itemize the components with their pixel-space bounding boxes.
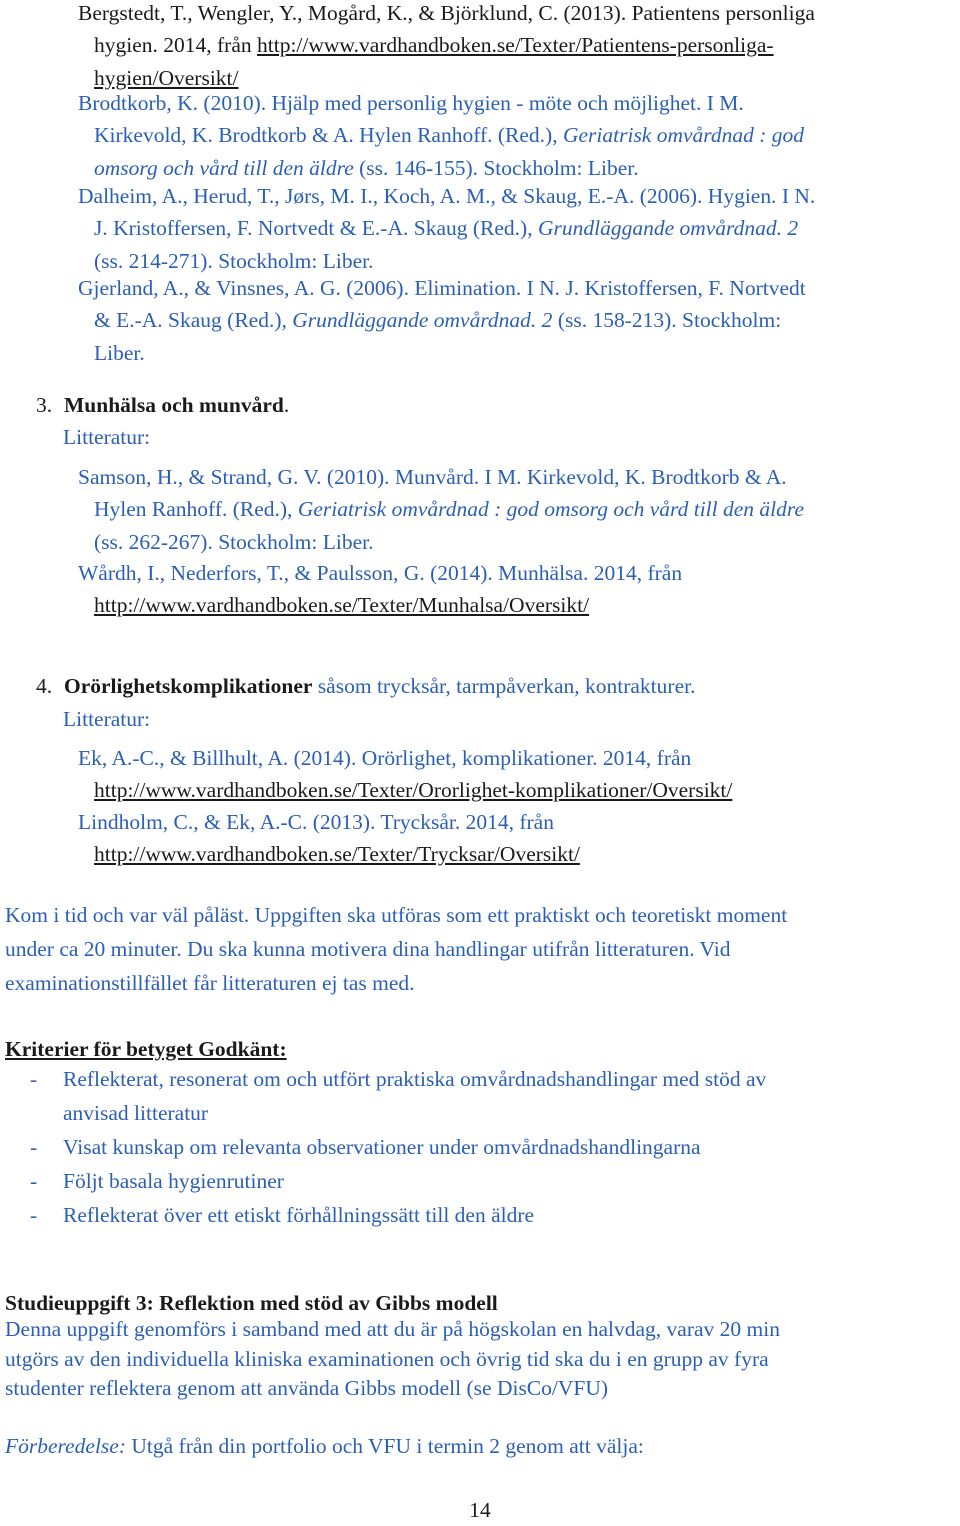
reference-brodtkorb bbox=[78, 87, 958, 184]
page-number: 14 bbox=[469, 1498, 491, 1522]
reference-line bbox=[78, 304, 958, 336]
reference-text: J. Kristoffersen, F. Nortvedt & E.-A. Skaug (Red.), bbox=[94, 216, 538, 241]
reference-line: Samson, H., & Strand, G. V. (2010). Munvård. I M. Kirkevold, K. Brodtkorb & A. bbox=[78, 465, 787, 489]
instructions-line: Kom i tid och var väl påläst. Uppgiften ska utföras som ett praktiskt och teoretiskt moment bbox=[5, 903, 788, 927]
section-4-heading bbox=[36, 670, 936, 702]
reference-line bbox=[78, 838, 958, 870]
criteria-item: - Följt basala hygienrutiner bbox=[30, 1164, 930, 1198]
preparation-text: Utgå från din portfolio och VFU i termin 2 genom att välja: bbox=[126, 1434, 644, 1458]
reference-line: Wårdh, I., Nederfors, T., & Paulsson, G. (2014). Munhälsa. 2014, från bbox=[78, 561, 683, 585]
description-line: studenter reflektera genom att använda Gibbs modell (se DisCo/VFU) bbox=[5, 1376, 609, 1400]
reference-text: (ss. 158-213). Stockholm: bbox=[552, 308, 782, 333]
reference-line: Gjerland, A., & Vinsnes, A. G. (2006). Elimination. I N. J. Kristoffersen, F. Nortvedt bbox=[78, 276, 806, 300]
vardhandboken-link[interactable]: http://www.vardhandboken.se/Texter/Patientens-personliga- bbox=[257, 33, 774, 58]
reference-line bbox=[78, 774, 958, 806]
instructions-paragraph bbox=[5, 898, 950, 1000]
literature-label: Litteratur: bbox=[63, 707, 151, 731]
description-line: utgörs av den individuella kliniska examinationen och övrig tid ska du i en grupp av fyra bbox=[5, 1346, 769, 1371]
section-title-suffix: såsom trycksår, tarmpåverkan, kontrakturer. bbox=[312, 674, 696, 698]
reference-line bbox=[78, 119, 958, 151]
reference-line bbox=[78, 493, 958, 525]
preparation-line bbox=[5, 1430, 950, 1462]
reference-bergstedt bbox=[78, 0, 958, 94]
instructions-line: under ca 20 minuter. Du ska kunna motivera dina handlingar utifrån litteraturen. Vid bbox=[5, 937, 731, 961]
vardhandboken-link-continued[interactable]: hygien/Oversikt/ bbox=[94, 65, 239, 90]
book-title: Grundläggande omvårdnad. 2 bbox=[537, 216, 799, 241]
reference-text: (ss. 146-155). Stockholm: Liber. bbox=[353, 155, 639, 180]
description-line: Denna uppgift genomförs i samband med att du är på högskolan en halvdag, varav 20 min bbox=[5, 1317, 780, 1341]
reference-line bbox=[78, 152, 958, 184]
criteria-item-continued: anvisad litteratur bbox=[63, 1101, 209, 1125]
literature-label: Litteratur: bbox=[63, 425, 151, 449]
trycksar-link[interactable]: http://www.vardhandboken.se/Texter/Trycksar/Oversikt/ bbox=[94, 842, 580, 867]
section-title: Orörlighetskomplikationer bbox=[64, 674, 313, 698]
reference-lindholm bbox=[78, 806, 958, 871]
munhalsa-link[interactable]: http://www.vardhandboken.se/Texter/Munhalsa/Oversikt/ bbox=[94, 593, 590, 618]
criteria-item: - Visat kunskap om relevanta observationer under omvårdnadshandlingarna bbox=[30, 1130, 930, 1164]
criteria-item: - Reflekterat, resonerat om och utfört praktiska omvårdnadshandlingar med stöd av bbox=[30, 1062, 930, 1096]
book-title: Geriatrisk omvårdnad : god bbox=[562, 123, 805, 148]
reference-text: Hylen Ranhoff. (Red.), bbox=[94, 497, 298, 522]
section-title: Munhälsa och munvård bbox=[64, 393, 284, 417]
reference-line: Brodtkorb, K. (2010). Hjälp med personlig hygien - möte och möjlighet. I M. bbox=[78, 91, 744, 115]
criteria-item: - Reflekterat över ett etiskt förhållningssätt till den äldre bbox=[30, 1198, 930, 1232]
reference-text: hygien. 2014, från bbox=[94, 33, 258, 58]
reference-dalheim bbox=[78, 180, 958, 277]
book-title: Grundläggande omvårdnad. 2 bbox=[292, 308, 553, 333]
reference-gjerland bbox=[78, 272, 958, 369]
reference-line: (ss. 262-267). Stockholm: Liber. bbox=[94, 529, 374, 554]
reference-line: Lindholm, C., & Ek, A.-C. (2013). Trycksår. 2014, från bbox=[78, 810, 554, 834]
reference-wardh bbox=[78, 557, 958, 622]
reference-line bbox=[78, 212, 958, 244]
section-number: 4. bbox=[36, 674, 53, 698]
study-task-3-description bbox=[5, 1315, 950, 1404]
reference-line: Ek, A.-C., & Billhult, A. (2014). Orörlighet, komplikationer. 2014, från bbox=[78, 746, 692, 770]
section-title-suffix: . bbox=[283, 393, 290, 417]
book-title: Geriatrisk omvårdnad : god omsorg och vård till den äldre bbox=[297, 497, 805, 522]
ororlighet-link[interactable]: http://www.vardhandboken.se/Texter/Ororlighet-komplikationer/Oversikt/ bbox=[94, 778, 733, 803]
book-title: omsorg och vård till den äldre bbox=[94, 155, 354, 180]
preparation-label: Förberedelse: bbox=[5, 1434, 126, 1458]
reference-line: Liber. bbox=[94, 340, 145, 365]
reference-line bbox=[78, 589, 958, 621]
reference-line bbox=[78, 29, 958, 61]
section-3-heading bbox=[36, 389, 936, 421]
criteria-list bbox=[30, 1062, 930, 1232]
study-task-3-heading: Studieuppgift 3: Reflektion med stöd av Gibbs modell bbox=[5, 1291, 498, 1315]
reference-text: & E.-A. Skaug (Red.), bbox=[94, 308, 293, 333]
reference-text: Kirkevold, K. Brodtkorb & A. Hylen Ranhoff. (Red.), bbox=[94, 123, 563, 148]
reference-line: (ss. 214-271). Stockholm: Liber. bbox=[94, 248, 374, 273]
reference-samson bbox=[78, 461, 958, 558]
instructions-line: examinationstillfället får litteraturen ej tas med. bbox=[5, 971, 415, 995]
reference-line: Dalheim, A., Herud, T., Jørs, M. I., Koch, A. M., & Skaug, E.-A. (2006). Hygien. I N. bbox=[78, 184, 816, 208]
reference-line: Bergstedt, T., Wengler, Y., Mogård, K., & Björklund, C. (2013). Patientens personliga bbox=[78, 1, 815, 25]
section-number: 3. bbox=[36, 393, 53, 417]
criteria-heading: Kriterier för betyget Godkänt: bbox=[5, 1037, 287, 1061]
reference-ek-billhult bbox=[78, 742, 958, 807]
